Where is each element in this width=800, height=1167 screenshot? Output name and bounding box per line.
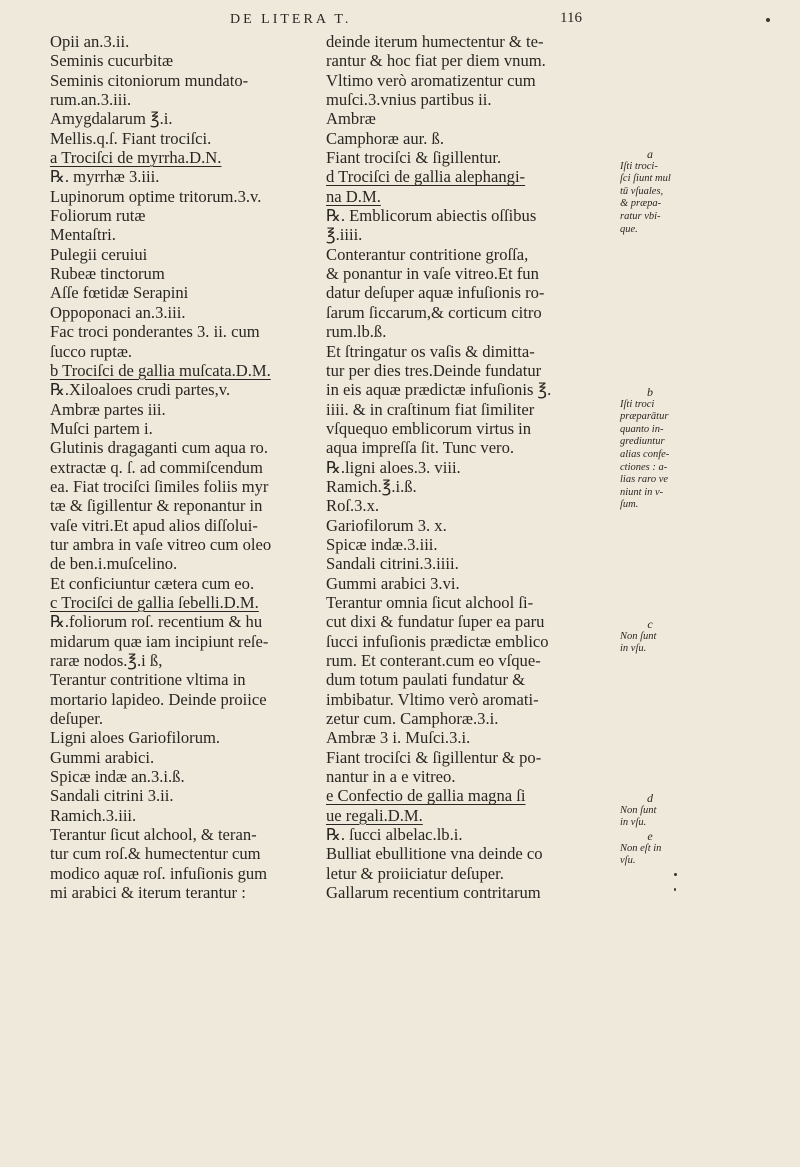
- text-line: [326, 883, 616, 902]
- text-line-content: Seminis citoniorum mundato-: [50, 70, 249, 90]
- text-line: [326, 806, 616, 825]
- text-line: [326, 670, 616, 689]
- text-line: [50, 225, 320, 244]
- text-line: [50, 728, 320, 747]
- text-line-content: Sandali citrini 3.ii.: [50, 786, 174, 806]
- text-line-content: ſarum ſiccarum,& corticum citro: [326, 302, 542, 322]
- text-line: [50, 651, 320, 670]
- margin-note-d: [620, 792, 680, 830]
- text-line-content: Fiant trociſci & ſigillentur.: [326, 148, 502, 168]
- text-line: [326, 32, 616, 51]
- text-line: [326, 71, 616, 90]
- running-title: DE LITERA T.: [230, 12, 352, 27]
- text-line: [326, 245, 616, 264]
- text-line-content: Pulegii ceruiui: [50, 244, 148, 264]
- margin-note-line: præparātur: [620, 411, 669, 423]
- text-line: [326, 496, 616, 515]
- text-line: [326, 148, 616, 167]
- margin-note-e: [620, 830, 680, 868]
- text-line-content: ℞. myrrhæ 3.iii.: [50, 167, 160, 187]
- text-line-content: raræ nodos.℥.i ß,: [50, 651, 163, 670]
- text-line-content: zetur cum. Camphoræ.3.i.: [326, 709, 499, 729]
- text-line: [50, 864, 320, 883]
- text-line-content: Fac troci ponderantes 3. ii. cum: [50, 322, 260, 342]
- text-line-content: Terantur contritione vltima in: [50, 670, 246, 690]
- margin-note-b: [620, 386, 680, 512]
- margin-note-letter: c: [647, 617, 653, 631]
- text-line-content: mi arabici & iterum terantur :: [50, 883, 246, 903]
- text-line-content: ſucco ruptæ.: [50, 341, 133, 361]
- text-line: [326, 786, 616, 805]
- text-line-content: de ben.i.muſcelino.: [50, 554, 178, 574]
- text-line: [50, 844, 320, 863]
- text-line: [326, 632, 616, 651]
- text-line-content: Oppoponaci an.3.iii.: [50, 302, 186, 322]
- margin-note-a: [620, 148, 680, 236]
- margin-note-line: & præpa-: [620, 198, 662, 210]
- margin-note-line: quanto in-: [620, 423, 664, 435]
- text-line-content: dum totum paulati fundatur &: [326, 670, 526, 690]
- text-line-content: d Trociſci de gallia alephangi-: [326, 167, 526, 187]
- text-line-content: Aſſe fœtidæ Serapini: [50, 283, 189, 303]
- text-line-content: Mentaſtri.: [50, 225, 116, 245]
- text-line-content: ℞. Emblicorum abiectis oſſibus: [326, 206, 537, 226]
- text-line-content: rum.lb.ß.: [326, 322, 387, 342]
- text-line: [50, 670, 320, 689]
- text-line-content: Camphoræ aur. ß.: [326, 128, 444, 148]
- text-line: [50, 342, 320, 361]
- text-line-content: Terantur ſicut alchool, & teran-: [50, 825, 257, 845]
- text-line-content: e Confectio de gallia magna ſi: [326, 786, 526, 806]
- text-line: [326, 748, 616, 767]
- text-line-content: imbibatur. Vltimo verò aromati-: [326, 689, 539, 709]
- text-line-content: Foliorum rutæ: [50, 206, 146, 226]
- text-line-content: tur per dies tres.Deinde fundatur: [326, 360, 542, 380]
- margin-note-line: alias confe-: [620, 448, 670, 460]
- text-line: [326, 90, 616, 109]
- text-line: [50, 361, 320, 380]
- text-line-content: Opii an.3.ii.: [50, 32, 130, 51]
- margin-note-line: Iſti troci-: [620, 160, 658, 172]
- text-line: [326, 342, 616, 361]
- text-line-content: Mellis.q.ſ. Fiant trociſci.: [50, 128, 212, 148]
- text-line-content: Gummi arabici.: [50, 747, 155, 767]
- text-line: [50, 883, 320, 902]
- text-line: [50, 574, 320, 593]
- text-line-content: Sandali citrini.3.iiii.: [326, 554, 459, 574]
- text-line-content: datur deſuper aquæ infuſionis ro-: [326, 283, 545, 303]
- text-line-content: cut dixi & fundatur ſuper ea paru: [326, 612, 545, 632]
- text-line-content: Ambræ 3 i. Muſci.3.i.: [326, 728, 471, 748]
- text-line-content: ea. Fiat trociſci ſimiles foliis myr: [50, 476, 269, 496]
- text-line-content: Gallarum recentium contritarum: [326, 883, 541, 903]
- text-line-content: Seminis cucurbitæ: [50, 51, 174, 71]
- margin-note-c: [620, 618, 680, 656]
- text-line: [326, 728, 616, 747]
- text-line: [50, 303, 320, 322]
- text-line: [326, 864, 616, 883]
- text-line-content: Vltimo verò aromatizentur cum: [326, 70, 536, 90]
- text-line: [326, 593, 616, 612]
- margin-note-line: Non ſunt: [620, 630, 657, 642]
- text-line: [326, 458, 616, 477]
- text-line: [50, 477, 320, 496]
- text-line: [326, 380, 616, 399]
- margin-note-line: grediuntur: [620, 436, 665, 448]
- text-line-content: Ligni aloes Gariofilorum.: [50, 728, 221, 748]
- text-line-content: na D.M.: [326, 186, 381, 206]
- text-line-content: tur ambra in vaſe vitreo cum oleo: [50, 534, 272, 554]
- text-line-content: letur & proiiciatur deſuper.: [326, 863, 504, 883]
- text-line-content: rum. Et conterant.cum eo vſque-: [326, 651, 541, 670]
- middle-text-column: [326, 32, 616, 902]
- text-line: [50, 612, 320, 631]
- text-line-content: Gummi arabici 3.vi.: [326, 573, 460, 593]
- text-line-content: Et conficiuntur cætera cum eo.: [50, 573, 255, 593]
- margin-note-line: in vſu.: [620, 817, 647, 829]
- text-line-content: ℞. ſucci albelac.lb.i.: [326, 825, 463, 845]
- text-line: [326, 129, 616, 148]
- text-line: [326, 51, 616, 70]
- text-line: [50, 400, 320, 419]
- text-line-content: Fiant trociſci & ſigillentur & po-: [326, 747, 542, 767]
- text-line-content: Spicæ indæ.3.iii.: [326, 534, 438, 554]
- text-line-content: Ramich.3.iii.: [50, 805, 137, 825]
- text-line: [50, 786, 320, 805]
- text-line: [50, 535, 320, 554]
- text-line: [326, 709, 616, 728]
- margin-note-line: in vſu.: [620, 643, 647, 655]
- text-line: [326, 844, 616, 863]
- text-line-content: ſucci infuſionis prædictæ emblico: [326, 631, 549, 651]
- text-line-content: Roſ.3.x.: [326, 496, 380, 516]
- text-line: [326, 167, 616, 186]
- text-line: [50, 632, 320, 651]
- text-line-content: nantur in a e vitreo.: [326, 767, 456, 787]
- text-line: [50, 593, 320, 612]
- margin-note-letter: e: [647, 829, 653, 843]
- text-line-content: Ramich.℥.i.ß.: [326, 476, 417, 496]
- margin-note-line: Non ſunt: [620, 804, 657, 816]
- text-line: [326, 206, 616, 225]
- text-line: [326, 825, 616, 844]
- text-line: [50, 709, 320, 728]
- text-line-content: rantur & hoc fiat per diem vnum.: [326, 51, 546, 71]
- text-line: [326, 264, 616, 283]
- margin-note-line: ſum.: [620, 499, 639, 511]
- text-line: [326, 419, 616, 438]
- text-line: [50, 748, 320, 767]
- text-line: [50, 90, 320, 109]
- text-line-content: Conterantur contritione groſſa,: [326, 244, 529, 264]
- text-line-content: Rubeæ tinctorum: [50, 264, 165, 284]
- text-line: [326, 690, 616, 709]
- text-line-content: aqua impreſſa ſit. Tunc vero.: [326, 438, 515, 458]
- ink-speck: [674, 873, 677, 876]
- text-line: [326, 283, 616, 302]
- text-line: [50, 109, 320, 128]
- ink-speck: [766, 18, 770, 22]
- text-line-content: ℥.iiii.: [326, 225, 363, 245]
- text-line-content: Glutinis dragaganti cum aqua ro.: [50, 438, 268, 458]
- page-number: 116: [560, 10, 582, 26]
- text-line-content: c Trociſci de gallia ſebelli.D.M.: [50, 592, 259, 612]
- text-line-content: deinde iterum humectentur & te-: [326, 32, 544, 51]
- text-line-content: Ambræ: [326, 109, 376, 129]
- text-line: [326, 767, 616, 786]
- text-line: [326, 477, 616, 496]
- text-line: [326, 535, 616, 554]
- text-line: [50, 380, 320, 399]
- text-line: [50, 458, 320, 477]
- text-line: [50, 283, 320, 302]
- margin-note-line: tū vſuales,: [620, 185, 664, 197]
- text-line-content: modico aquæ roſ. infuſionis gum: [50, 863, 268, 883]
- text-line-content: Muſci partem i.: [50, 418, 153, 438]
- margin-note-line: Iſti troci: [620, 398, 655, 410]
- margin-note-letter: d: [647, 791, 653, 805]
- text-line: [326, 322, 616, 341]
- text-line-content: midarum quæ iam incipiunt reſe-: [50, 631, 269, 651]
- text-line-content: vaſe vitri.Et apud alios diſſolui-: [50, 515, 258, 535]
- text-line: [50, 245, 320, 264]
- margin-note-line: lias raro ve: [620, 474, 669, 486]
- text-line-content: b Trociſci de gallia muſcata.D.M.: [50, 360, 271, 380]
- text-line: [50, 187, 320, 206]
- text-line: [326, 516, 616, 535]
- text-line-content: tur cum roſ.& humectentur cum: [50, 844, 261, 864]
- text-line: [50, 167, 320, 186]
- text-line-content: deſuper.: [50, 709, 103, 729]
- text-line: [326, 554, 616, 573]
- text-line: [326, 187, 616, 206]
- text-line-content: Bulliat ebullitione vna deinde co: [326, 844, 543, 864]
- text-line: [326, 651, 616, 670]
- text-line: [50, 438, 320, 457]
- text-line-content: ℞.Xiloaloes crudi partes,v.: [50, 380, 231, 400]
- text-line: [50, 516, 320, 535]
- margin-note-line: ſci ſiunt mul: [620, 173, 671, 185]
- text-line: [50, 322, 320, 341]
- text-line: [326, 109, 616, 128]
- text-line: [326, 438, 616, 457]
- margin-note-line: vſu.: [620, 855, 636, 867]
- margin-note-line: que.: [620, 223, 638, 235]
- text-line: [50, 767, 320, 786]
- text-line-content: vſquequo emblicorum virtus in: [326, 418, 532, 438]
- text-line-content: Et ſtringatur os vaſis & dimitta-: [326, 341, 535, 361]
- text-line: [326, 400, 616, 419]
- text-line: [326, 361, 616, 380]
- margin-note-letter: b: [647, 385, 653, 399]
- text-line-content: tæ & ſigillentur & reponantur in: [50, 496, 263, 516]
- text-line-content: Spicæ indæ an.3.i.ß.: [50, 767, 185, 787]
- margin-note-line: ratur vbi-: [620, 210, 661, 222]
- text-line: [50, 554, 320, 573]
- text-line-content: ue regali.D.M.: [326, 805, 423, 825]
- margin-note-line: niunt in v-: [620, 486, 664, 498]
- text-line-content: Amygdalarum ℥.i.: [50, 109, 173, 129]
- margin-note-letter: a: [647, 147, 653, 161]
- text-line: [50, 206, 320, 225]
- text-line: [50, 129, 320, 148]
- text-line-content: Terantur omnia ſicut alchool ſi-: [326, 592, 534, 612]
- text-line-content: iiii. & in craſtinum fiat ſimiliter: [326, 399, 535, 419]
- text-line: [50, 496, 320, 515]
- text-line-content: extractæ q. ſ. ad commiſcendum: [50, 457, 263, 477]
- text-line-content: ℞.ligni aloes.3. viii.: [326, 457, 461, 477]
- text-line: [326, 574, 616, 593]
- text-line-content: a Trociſci de myrrha.D.N.: [50, 148, 222, 168]
- text-line: [50, 71, 320, 90]
- text-line-content: Gariofilorum 3. x.: [326, 515, 447, 535]
- ink-speck: [674, 888, 676, 891]
- margin-note-line: Non eſt in: [620, 842, 662, 854]
- text-line: [50, 806, 320, 825]
- margin-note-line: ctiones : a-: [620, 461, 668, 473]
- text-line: [50, 32, 320, 51]
- text-line-content: Lupinorum optime tritorum.3.v.: [50, 186, 262, 206]
- text-line-content: ℞.foliorum roſ. recentium & hu: [50, 612, 263, 632]
- text-line-content: Ambræ partes iii.: [50, 399, 166, 419]
- text-line: [326, 303, 616, 322]
- text-line-content: mortario lapideo. Deinde proiice: [50, 689, 267, 709]
- text-line-content: rum.an.3.iii.: [50, 90, 132, 110]
- text-line-content: in eis aquæ prædictæ infuſionis ℥.: [326, 380, 552, 400]
- text-line: [326, 225, 616, 244]
- text-line: [50, 264, 320, 283]
- text-line-content: muſci.3.vnius partibus ii.: [326, 90, 492, 110]
- text-line: [50, 51, 320, 70]
- text-line: [50, 419, 320, 438]
- text-line: [50, 690, 320, 709]
- left-text-column: [50, 32, 320, 902]
- text-line: [326, 612, 616, 631]
- text-line: [50, 148, 320, 167]
- text-line: [50, 825, 320, 844]
- text-line-content: & ponantur in vaſe vitreo.Et fun: [326, 264, 539, 284]
